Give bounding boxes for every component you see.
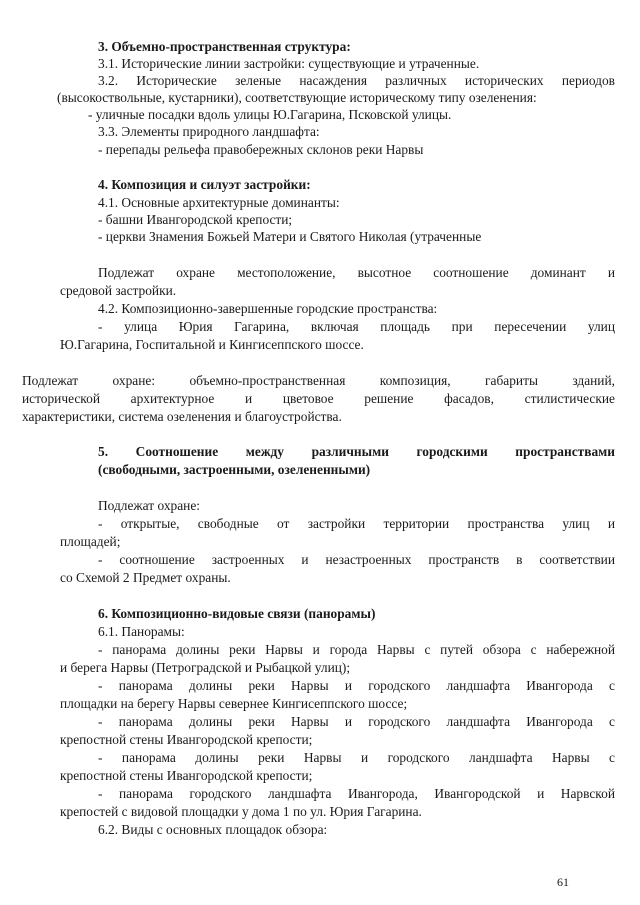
list-item: - церкви Знамения Божьей Матери и Святого Николая (утраченные xyxy=(98,229,482,244)
paragraph-line: со Схемой 2 Предмет охраны. xyxy=(60,570,231,585)
paragraph-line: Ю.Гагарина, Госпитальной и Кингисеппского шоссе. xyxy=(60,337,364,352)
paragraph-line: 6.2. Виды с основных площадок обзора: xyxy=(98,822,328,837)
paragraph-line: и берега Нарвы (Петроградской и Рыбацкой улиц); xyxy=(60,660,351,675)
paragraph-line: Подлежат охране местоположение, высотное соотношение доминант и xyxy=(98,265,615,280)
list-item: - перепады рельефа правобережных склонов реки Нарвы xyxy=(98,142,424,157)
paragraph-line: средовой застройки. xyxy=(60,283,177,298)
paragraph-line: Подлежат охране: объемно-пространственная композиция, габариты зданий, xyxy=(22,373,615,388)
list-item: - открытые, свободные от застройки территории пространства улиц и xyxy=(98,516,615,531)
page-number: 61 xyxy=(557,875,569,889)
paragraph-line: 4.2. Композиционно-завершенные городские пространства: xyxy=(98,301,438,316)
list-item: - панорама долины реки Нарвы и города Нарвы с путей обзора с набережной xyxy=(98,642,615,657)
list-item: - панорама долины реки Нарвы и городского ландшафта Нарвы с xyxy=(98,750,615,765)
heading-5-continued: (свободными, застроенными, озелененными) xyxy=(98,462,371,477)
paragraph-line: площадки на берегу Нарвы севернее Кингисеппского шоссе; xyxy=(60,696,408,711)
list-item: - панорама городского ландшафта Ивангорода, Ивангородской и Нарвской xyxy=(98,786,615,801)
list-item: - панорама долины реки Нарвы и городского ландшафта Ивангорода с xyxy=(98,714,615,729)
paragraph-line: характеристики, система озеленения и благоустройства. xyxy=(22,409,342,424)
paragraph-line: 3.1. Исторические линии застройки: существующие и утраченные. xyxy=(98,56,480,71)
paragraph-line: 4.1. Основные архитектурные доминанты: xyxy=(98,195,340,210)
heading-5: 5. Соотношение между различными городскими пространствами xyxy=(98,444,615,459)
heading-6: 6. Композиционно-видовые связи (панорамы) xyxy=(98,606,376,621)
paragraph-line: исторической архитектурное и цветовое решение фасадов, стилистические xyxy=(22,391,615,406)
paragraph-line: 3.3. Элементы природного ландшафта: xyxy=(98,124,320,139)
heading-4: 4. Композиция и силуэт застройки: xyxy=(98,177,311,192)
paragraph-line: крепостной стены Ивангородской крепости; xyxy=(60,732,313,747)
paragraph-line: (высокоствольные, кустарники), соответствующие историческому типу озеленения: xyxy=(57,90,537,105)
paragraph-line: площадей; xyxy=(60,534,121,549)
paragraph-line: 6.1. Панорамы: xyxy=(98,624,185,639)
list-item: - соотношение застроенных и незастроенных пространств в соответствии xyxy=(98,552,615,567)
paragraph-line: крепостей с видовой площадки у дома 1 по ул. Юрия Гагарина. xyxy=(60,804,422,819)
paragraph-line: Подлежат охране: xyxy=(98,498,200,513)
paragraph-line: крепостной стены Ивангородской крепости; xyxy=(60,768,313,783)
heading-3: 3. Объемно-пространственная структура: xyxy=(98,39,351,54)
list-item: - панорама долины реки Нарвы и городского ландшафта Ивангорода с xyxy=(98,678,615,693)
paragraph-line: 3.2. Исторические зеленые насаждения различных исторических периодов xyxy=(98,73,615,88)
list-item: - улица Юрия Гагарина, включая площадь при пересечении улиц xyxy=(98,319,615,334)
list-item: - уличные посадки вдоль улицы Ю.Гагарина, Псковской улицы. xyxy=(88,107,452,122)
list-item: - башни Ивангородской крепости; xyxy=(98,212,293,227)
